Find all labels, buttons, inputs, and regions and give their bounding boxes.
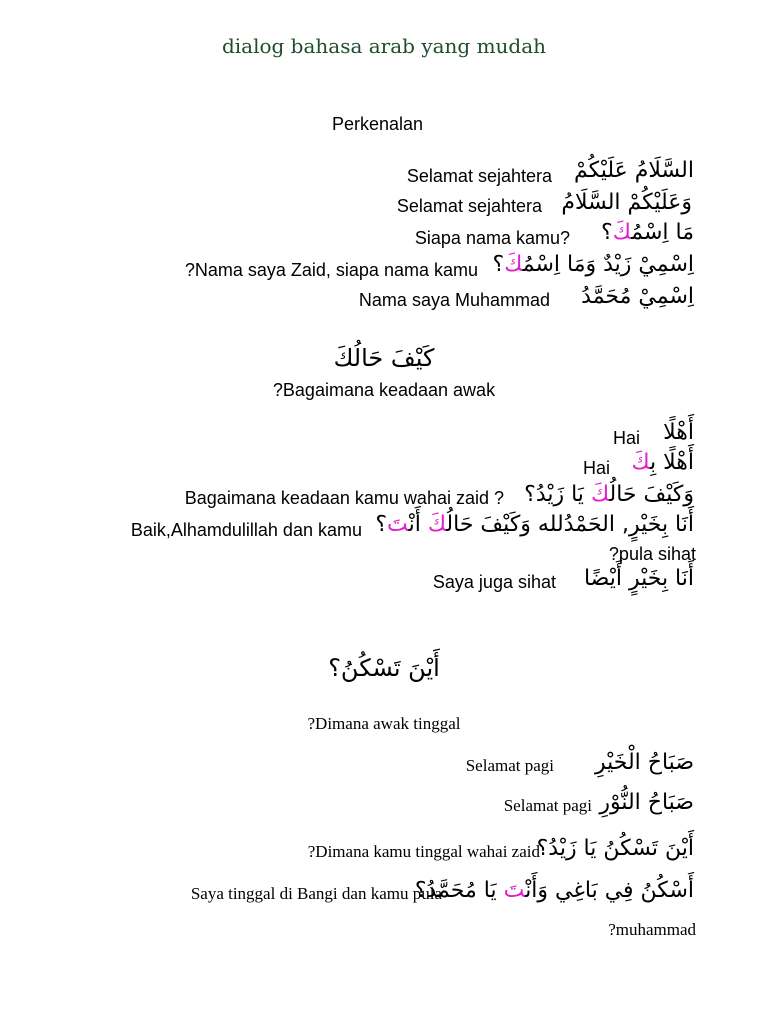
- arabic-text: ؟: [375, 512, 388, 537]
- arabic-line: وَعَلَيْكُمْ السَّلَامُ: [561, 190, 692, 215]
- arabic-text: أَنْ: [408, 512, 428, 537]
- arabic-highlight: تَ: [503, 878, 526, 903]
- translation-line: Nama saya Muhammad: [358, 290, 550, 310]
- translation-line: Baik,Alhamdulillah dan kamu: [130, 520, 362, 540]
- arabic-line: أَنَا بِخَيْرٍ أَيْضًا: [583, 566, 694, 591]
- arabic-text: أَهْلًا بِ: [650, 450, 694, 475]
- translation-line: Selamat pagi: [503, 796, 592, 815]
- section-heading-arabic: أَيْنَ تَسْكُنُ؟: [328, 654, 440, 682]
- arabic-line: [375, 512, 694, 537]
- arabic-line: اِسْمِيْ مُحَمَّدُ: [581, 284, 694, 309]
- arabic-text: ؟: [492, 252, 505, 277]
- arabic-line: أَيْنَ تَسْكُنُ يَا زَيْدُ؟: [536, 836, 694, 861]
- arabic-text: أَسْكُنُ فِي بَاغِي وَأَنْ: [525, 878, 694, 903]
- section-heading-perkenalan: Perkenalan: [332, 114, 424, 134]
- arabic-line: [631, 450, 694, 475]
- translation-line: Selamat sejahtera: [406, 166, 552, 186]
- translation-line: Siapa nama kamu?: [414, 228, 570, 248]
- translation-line: Hai: [612, 428, 640, 448]
- arabic-line: أَهْلًا: [663, 420, 694, 445]
- section-heading-translation: ?Bagaimana keadaan awak: [272, 380, 496, 400]
- arabic-line: [415, 878, 694, 903]
- arabic-text: ؟: [601, 220, 613, 245]
- arabic-line: [493, 252, 695, 277]
- arabic-highlight: كَ: [612, 220, 632, 245]
- translation-line: ?Nama saya Zaid, siapa nama kamu: [184, 260, 478, 280]
- section-heading-arabic: كَيْفَ حَالُكَ: [333, 344, 435, 372]
- translation-line-continued: ?muhammad: [608, 920, 696, 939]
- arabic-line: [601, 220, 694, 245]
- translation-line: Saya tinggal di Bangi dan kamu pula: [190, 884, 442, 903]
- arabic-highlight: كَ: [631, 450, 651, 475]
- translation-line: Bagaimana keadaan kamu wahai zaid ?: [184, 488, 504, 508]
- arabic-text: مَا اِسْمُ: [631, 220, 694, 245]
- arabic-highlight: كَ: [504, 252, 523, 277]
- translation-line-continued: ?pula sihat: [608, 544, 696, 564]
- arabic-line: [524, 482, 694, 507]
- arabic-text: يَا مُحَمَّدُ؟: [414, 878, 504, 903]
- arabic-text: اِسْمِيْ زَيْدٌ وَمَا اِسْمُ: [522, 252, 694, 277]
- arabic-highlight: تَ: [387, 512, 409, 537]
- arabic-text: أَنَا بِخَيْرٍ, الحَمْدُلله وَكَيْفَ حَالُ: [446, 512, 694, 537]
- section-heading-translation: ?Dimana awak tinggal: [307, 714, 461, 733]
- translation-line: Selamat pagi: [465, 756, 554, 775]
- arabic-line: صَبَاحُ الْخَيْرِ: [594, 750, 694, 775]
- document-title: dialog bahasa arab yang mudah: [221, 34, 547, 58]
- arabic-line: السَّلَامُ عَلَيْكُمْ: [573, 158, 694, 183]
- arabic-text: يَا زَيْدُ؟: [524, 482, 591, 507]
- arabic-text: وَكَيْفَ حَالُ: [609, 482, 694, 507]
- translation-line: Saya juga sihat: [432, 572, 556, 592]
- translation-line: Hai: [582, 458, 610, 478]
- translation-line: ?Dimana kamu tinggal wahai zaid: [307, 842, 540, 861]
- arabic-highlight: كَ: [427, 512, 447, 537]
- arabic-line: صَبَاحُ النُّوْرِ: [599, 790, 694, 815]
- arabic-highlight: كَ: [590, 482, 610, 507]
- translation-line: Selamat sejahtera: [396, 196, 542, 216]
